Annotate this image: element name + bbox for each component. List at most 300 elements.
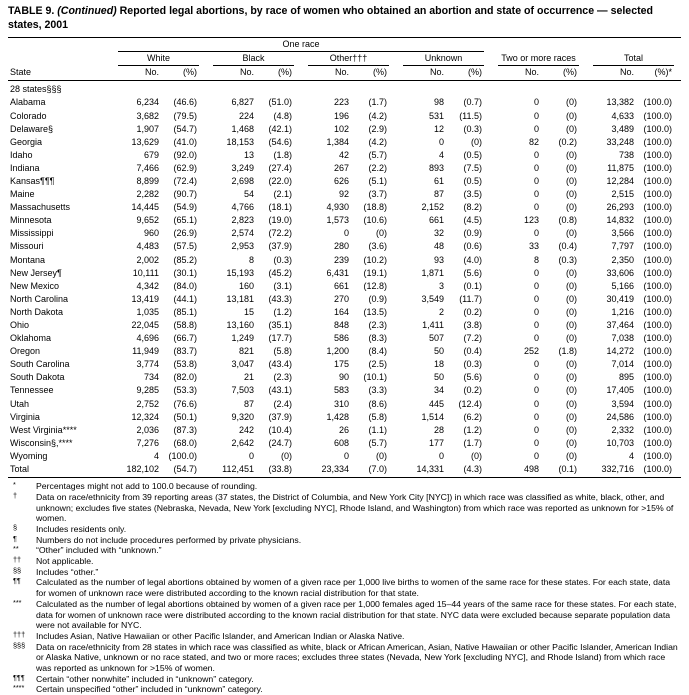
no-cell: 0 xyxy=(534,411,540,422)
no-cell: 10,703 xyxy=(606,437,635,448)
total-row xyxy=(8,463,681,478)
pct-cell: (2.4) xyxy=(273,398,292,409)
pct-cell: (0.7) xyxy=(463,97,483,108)
table-title-continued: (Continued) xyxy=(57,5,117,17)
table-row xyxy=(8,436,681,449)
header-total xyxy=(586,37,681,66)
pct-cell: (0) xyxy=(566,202,578,213)
table-row xyxy=(8,423,681,436)
pct-cell: (100.0) xyxy=(643,333,673,344)
footnote-marker: † xyxy=(13,490,18,500)
footnote-marker: *** xyxy=(13,597,22,607)
table-body xyxy=(8,81,681,478)
pct-cell: (17.7) xyxy=(268,333,292,344)
pct-cell: (2.1) xyxy=(273,189,292,200)
no-cell: 93 xyxy=(433,254,444,265)
table-title-prefix: TABLE 9. xyxy=(8,5,55,17)
header-no: No. xyxy=(206,66,261,81)
pct-cell: (0) xyxy=(566,267,578,278)
no-cell: 0 xyxy=(534,437,540,448)
section-row xyxy=(8,81,681,96)
no-cell: 13,160 xyxy=(226,320,254,330)
no-cell: 821 xyxy=(238,346,254,357)
footnote-marker: **** xyxy=(13,683,25,693)
no-cell: 738 xyxy=(619,149,635,160)
no-cell: 0 xyxy=(438,136,444,147)
no-cell: 42 xyxy=(338,149,349,160)
pct-cell: (76.6) xyxy=(173,398,197,409)
no-cell: 0 xyxy=(534,450,540,461)
table-row xyxy=(8,109,681,122)
pct-cell: (0) xyxy=(376,228,387,239)
no-cell: 3,774 xyxy=(136,359,159,370)
pct-cell: (100.0) xyxy=(643,149,673,160)
footnote-text: Data on race/ethnicity from 28 states in which race was classified as white, black or African American, Asian, Native Hawaiian or other Pacific Islander, American Indian or Alaska Native, unknown or no race stated, and two or more races; excludes three states (Nevada, New York [excluding NYC], and Rhode Island) from which race was reported as unknown for >15% of women. xyxy=(36,641,678,674)
no-cell: 9,285 xyxy=(136,385,159,396)
no-cell: 4,483 xyxy=(136,241,159,252)
table-row xyxy=(8,161,681,174)
header-black-label: Black xyxy=(213,52,294,66)
no-cell: 2,350 xyxy=(611,254,635,265)
pct-cell: (33.8) xyxy=(261,463,301,478)
footnote xyxy=(8,556,681,567)
pct-cell: (0.3) xyxy=(273,254,292,265)
footnote-marker: ¶ xyxy=(13,533,17,543)
header-no: No. xyxy=(586,66,641,81)
no-cell: 2,152 xyxy=(421,202,444,213)
header-pct: (%) xyxy=(451,66,491,81)
no-cell: 28 xyxy=(433,424,444,435)
table-row xyxy=(8,227,681,240)
no-cell: 1,200 xyxy=(326,346,349,357)
pct-cell: (37.9) xyxy=(268,241,292,252)
footnote-marker: ¶¶ xyxy=(13,576,21,586)
no-cell: 608 xyxy=(333,437,349,448)
header-no: No. xyxy=(491,66,546,81)
no-cell: 0 xyxy=(534,398,540,409)
table-row xyxy=(8,266,681,279)
header-two-or-more xyxy=(491,37,586,66)
no-cell: 507 xyxy=(428,333,444,344)
no-cell: 3,566 xyxy=(611,228,635,239)
no-cell: 7,276 xyxy=(136,437,159,448)
pct-cell: (0.2) xyxy=(463,385,483,396)
pct-cell: (0.4) xyxy=(463,346,483,357)
table-row xyxy=(8,319,681,332)
pct-cell: (100.0) xyxy=(643,437,673,448)
no-cell: 50 xyxy=(433,372,444,383)
table-row xyxy=(8,148,681,161)
no-cell: 2,036 xyxy=(136,424,159,435)
table-row xyxy=(8,135,681,148)
state-cell: North Carolina xyxy=(10,293,69,304)
pct-cell: (54.7) xyxy=(166,463,206,478)
state-cell: Delaware§ xyxy=(10,123,54,134)
no-cell: 11,949 xyxy=(132,346,159,357)
pct-cell: (100.0) xyxy=(643,241,673,252)
no-cell: 8 xyxy=(248,254,254,265)
no-cell: 175 xyxy=(333,359,349,370)
pct-cell: (45.2) xyxy=(268,267,292,278)
pct-cell: (11.7) xyxy=(459,293,483,304)
state-cell: West Virginia**** xyxy=(10,424,77,435)
pct-cell: (0) xyxy=(566,280,578,291)
pct-cell: (13.5) xyxy=(363,306,387,317)
pct-cell: (43.1) xyxy=(268,385,292,396)
state-cell: Missouri xyxy=(10,241,44,252)
pct-cell: (68.0) xyxy=(173,437,197,448)
no-cell: 310 xyxy=(333,398,349,409)
pct-cell: (4.0) xyxy=(463,254,483,265)
state-cell: Mississippi xyxy=(10,228,54,239)
no-cell: 87 xyxy=(243,398,254,409)
state-cell: Total xyxy=(8,463,111,478)
pct-cell: (0.8) xyxy=(558,215,578,226)
state-cell: Colorado xyxy=(10,110,47,121)
no-cell: 30,419 xyxy=(606,293,635,304)
no-cell: 2 xyxy=(438,306,444,317)
pct-cell: (5.7) xyxy=(368,437,387,448)
no-cell: 4,930 xyxy=(326,202,349,213)
pct-cell: (3.1) xyxy=(273,280,292,291)
pct-cell: (53.3) xyxy=(173,385,197,396)
no-cell: 4 xyxy=(629,450,635,461)
no-cell: 48 xyxy=(433,241,444,252)
no-cell: 1,384 xyxy=(326,136,349,147)
no-cell: 8 xyxy=(534,254,540,265)
footnote-marker: § xyxy=(13,522,18,532)
no-cell: 626 xyxy=(333,175,349,186)
pct-cell: (54.9) xyxy=(173,202,197,213)
no-cell: 14,832 xyxy=(606,215,635,226)
no-cell: 87 xyxy=(433,189,444,200)
no-cell: 498 xyxy=(491,463,546,478)
header-black xyxy=(206,52,301,66)
no-cell: 242 xyxy=(238,424,254,435)
pct-cell: (5.8) xyxy=(368,411,387,422)
header-unknown-label: Unknown xyxy=(403,52,484,66)
state-cell: Montana xyxy=(10,254,46,265)
pct-cell: (100.0) xyxy=(643,320,673,330)
no-cell: 50 xyxy=(433,346,444,357)
footnote xyxy=(8,642,681,674)
pct-cell: (1.2) xyxy=(463,424,483,435)
no-cell: 14,272 xyxy=(606,346,635,357)
pct-cell: (0) xyxy=(281,450,292,461)
table-row xyxy=(8,253,681,266)
pct-cell: (12.8) xyxy=(363,280,387,291)
no-cell: 1,871 xyxy=(421,267,444,278)
no-cell: 0 xyxy=(534,280,540,291)
pct-cell: (0.9) xyxy=(463,228,483,239)
pct-cell: (54.6) xyxy=(268,136,292,147)
pct-cell: (2.3) xyxy=(273,372,292,383)
pct-cell: (100.0) xyxy=(643,280,673,291)
footnote-text: Includes residents only. xyxy=(36,523,127,534)
table-row xyxy=(8,397,681,410)
no-cell: 9,652 xyxy=(136,215,159,226)
pct-cell: (1.7) xyxy=(463,437,483,448)
table-header xyxy=(8,37,681,81)
no-cell: 13,419 xyxy=(131,293,159,304)
no-cell: 223 xyxy=(333,97,349,108)
header-pct-total: (%)* xyxy=(641,66,681,81)
pct-cell: (0.2) xyxy=(558,136,578,147)
state-cell: South Carolina xyxy=(10,359,70,370)
header-other-label: Other††† xyxy=(308,52,389,66)
header-two-or-more-label: Two or more races xyxy=(498,52,579,66)
no-cell: 5,166 xyxy=(611,280,635,291)
pct-cell: (0.3) xyxy=(463,123,483,134)
header-pct: (%) xyxy=(261,66,301,81)
pct-cell: (84.0) xyxy=(173,280,197,291)
table-title xyxy=(8,5,681,33)
pct-cell: (100.0) xyxy=(643,228,673,239)
no-cell: 4 xyxy=(438,149,444,160)
footnote xyxy=(8,535,681,546)
table-row xyxy=(8,449,681,462)
no-cell: 54 xyxy=(243,189,254,200)
pct-cell: (43.3) xyxy=(268,293,292,304)
no-cell: 7,797 xyxy=(611,241,635,252)
header-white-label: White xyxy=(118,52,199,66)
footnote xyxy=(8,545,681,556)
pct-cell: (100.0) xyxy=(643,162,673,173)
no-cell: 37,464 xyxy=(606,320,635,330)
pct-cell: (100.0) xyxy=(643,385,673,396)
pct-cell: (3.5) xyxy=(463,189,483,200)
state-cell: North Dakota xyxy=(10,306,64,317)
footnote-text: Not applicable. xyxy=(36,556,94,567)
pct-cell: (2.9) xyxy=(368,123,387,134)
pct-cell: (100.0) xyxy=(643,424,673,435)
table-row xyxy=(8,201,681,214)
pct-cell: (5.6) xyxy=(463,267,483,278)
footnote-text: Percentages might not add to 100.0 because of rounding. xyxy=(36,481,258,492)
state-cell: Massachusetts xyxy=(10,202,71,213)
footnote xyxy=(8,567,681,578)
pct-cell: (1.8) xyxy=(558,346,578,357)
pct-cell: (0) xyxy=(376,450,387,461)
no-cell: 661 xyxy=(428,215,444,226)
no-cell: 61 xyxy=(433,175,444,186)
no-cell: 0 xyxy=(534,320,540,330)
no-cell: 679 xyxy=(143,149,159,160)
no-cell: 0 xyxy=(534,97,540,108)
pct-cell: (0) xyxy=(566,228,578,239)
no-cell: 1,573 xyxy=(326,215,349,226)
no-cell: 1,035 xyxy=(136,306,159,317)
pct-cell: (10.1) xyxy=(363,372,387,383)
pct-cell: (11.5) xyxy=(459,110,483,121)
pct-cell: (100.0) xyxy=(643,293,673,304)
state-cell: Oregon xyxy=(10,346,41,357)
pct-cell: (72.4) xyxy=(173,175,197,186)
no-cell: 182,102 xyxy=(111,463,166,478)
pct-cell: (0) xyxy=(471,136,483,147)
pct-cell: (0) xyxy=(566,306,578,317)
no-cell: 33,606 xyxy=(606,267,635,278)
footnote-marker: ** xyxy=(13,544,19,554)
footnote-marker: †† xyxy=(13,555,22,565)
pct-cell: (100.0) xyxy=(643,97,673,108)
pct-cell: (30.1) xyxy=(173,267,197,278)
state-cell: Utah xyxy=(10,398,30,409)
state-cell: New Mexico xyxy=(10,280,60,291)
header-spacer xyxy=(8,37,111,66)
no-cell: 531 xyxy=(428,110,444,121)
no-cell: 252 xyxy=(524,346,540,357)
no-cell: 11,875 xyxy=(607,162,635,173)
state-cell: Alabama xyxy=(10,97,46,108)
table-row xyxy=(8,188,681,201)
pct-cell: (0.4) xyxy=(558,241,578,252)
pct-cell: (100.0) xyxy=(643,123,673,134)
no-cell: 1,468 xyxy=(231,123,254,134)
state-cell: Tennessee xyxy=(10,385,54,396)
pct-cell: (83.7) xyxy=(173,346,197,357)
no-cell: 0 xyxy=(534,110,540,121)
no-cell: 0 xyxy=(534,293,540,304)
footnotes xyxy=(8,481,681,695)
pct-cell: (0) xyxy=(566,372,578,383)
pct-cell: (2.3) xyxy=(368,320,387,330)
footnote xyxy=(8,577,681,598)
no-cell: 0 xyxy=(534,333,540,344)
no-cell: 112,451 xyxy=(206,463,261,478)
no-cell: 0 xyxy=(534,306,540,317)
table-row xyxy=(8,174,681,187)
footnote xyxy=(8,524,681,535)
no-cell: 2,002 xyxy=(136,254,159,265)
state-cell: Indiana xyxy=(10,162,40,173)
pct-cell: (53.8) xyxy=(173,359,197,370)
pct-cell: (26.9) xyxy=(173,228,197,239)
no-cell: 98 xyxy=(433,97,444,108)
no-cell: 92 xyxy=(338,189,349,200)
pct-cell: (90.7) xyxy=(173,189,197,200)
no-cell: 0 xyxy=(534,372,540,383)
footnote-text: Numbers do not include procedures performed by private physicians. xyxy=(36,534,302,545)
pct-cell: (5.1) xyxy=(368,175,387,186)
header-other xyxy=(301,52,396,66)
pct-cell: (0) xyxy=(566,398,578,409)
no-cell: 2,282 xyxy=(136,189,159,200)
pct-cell: (58.8) xyxy=(173,320,197,330)
no-cell: 6,431 xyxy=(326,267,349,278)
no-cell: 0 xyxy=(534,123,540,134)
no-cell: 960 xyxy=(143,228,159,239)
pct-cell: (0) xyxy=(566,97,578,108)
table-row xyxy=(8,410,681,423)
no-cell: 583 xyxy=(333,385,349,396)
pct-cell: (2.2) xyxy=(368,162,387,173)
header-state: State xyxy=(8,66,111,81)
pct-cell: (57.5) xyxy=(173,241,197,252)
no-cell: 2,515 xyxy=(611,189,635,200)
pct-cell: (0.1) xyxy=(463,280,483,291)
pct-cell: (66.7) xyxy=(173,333,197,344)
pct-cell: (62.9) xyxy=(173,162,197,173)
pct-cell: (0.6) xyxy=(463,241,483,252)
pct-cell: (37.9) xyxy=(268,411,292,422)
no-cell: 32 xyxy=(433,228,444,239)
footnote-marker: * xyxy=(13,480,16,490)
header-row-cols xyxy=(8,66,681,81)
pct-cell: (0) xyxy=(566,293,578,304)
no-cell: 13,181 xyxy=(226,293,254,304)
pct-cell: (100.0) xyxy=(643,175,673,186)
footnote-marker: ¶¶¶ xyxy=(13,672,25,682)
no-cell: 15,193 xyxy=(226,267,254,278)
pct-cell: (0.1) xyxy=(546,463,586,478)
pct-cell: (1.8) xyxy=(273,149,292,160)
pct-cell: (4.3) xyxy=(451,463,491,478)
no-cell: 586 xyxy=(333,333,349,344)
no-cell: 18,153 xyxy=(226,136,254,147)
no-cell: 0 xyxy=(534,359,540,370)
pct-cell: (100.0) xyxy=(643,450,673,461)
no-cell: 3,047 xyxy=(231,359,254,370)
header-no: No. xyxy=(301,66,356,81)
footnote-text: Includes “other.” xyxy=(36,566,99,577)
pct-cell: (27.4) xyxy=(268,162,292,173)
no-cell: 14,331 xyxy=(396,463,451,478)
no-cell: 4,766 xyxy=(231,202,254,213)
no-cell: 224 xyxy=(238,110,254,121)
no-cell: 1,514 xyxy=(421,411,444,422)
state-cell: Oklahoma xyxy=(10,333,52,344)
no-cell: 239 xyxy=(333,254,349,265)
no-cell: 12,324 xyxy=(131,411,159,422)
no-cell: 82 xyxy=(529,136,540,147)
no-cell: 0 xyxy=(438,450,444,461)
state-cell: Idaho xyxy=(10,149,33,160)
pct-cell: (100.0) xyxy=(643,189,673,200)
table-row xyxy=(8,371,681,384)
no-cell: 734 xyxy=(143,372,159,383)
table-row xyxy=(8,122,681,135)
section-label: 28 states§§§ xyxy=(10,84,62,95)
pct-cell: (10.6) xyxy=(363,215,387,226)
no-cell: 0 xyxy=(534,149,540,160)
no-cell: 0 xyxy=(534,267,540,278)
table-row xyxy=(8,214,681,227)
pct-cell: (100.0) xyxy=(643,372,673,383)
pct-cell: (6.2) xyxy=(463,411,483,422)
no-cell: 280 xyxy=(333,241,349,252)
pct-cell: (0) xyxy=(566,123,578,134)
no-cell: 2,752 xyxy=(136,398,159,409)
footnote-text: Calculated as the number of legal abortions obtained by women of a given race per 1,000 live births to women of the same race for these states. For each state, data for women of unknown race were distributed according to the known racial distribution for that state. xyxy=(36,577,671,599)
table-row xyxy=(8,358,681,371)
no-cell: 445 xyxy=(428,398,444,409)
pct-cell: (1.2) xyxy=(273,306,292,317)
pct-cell: (10.2) xyxy=(363,254,387,265)
no-cell: 14,445 xyxy=(131,202,159,213)
state-cell: South Dakota xyxy=(10,372,65,383)
no-cell: 893 xyxy=(428,162,444,173)
pct-cell: (100.0) xyxy=(643,346,673,357)
pct-cell: (85.2) xyxy=(173,254,197,265)
no-cell: 17,405 xyxy=(606,385,635,396)
state-cell: Wisconsin§,**** xyxy=(10,437,73,448)
footnote-marker: §§ xyxy=(13,565,22,575)
footnote-text: Certain “other nonwhite” included in “unknown” category. xyxy=(36,673,254,684)
no-cell: 3 xyxy=(438,280,444,291)
pct-cell: (19.0) xyxy=(268,215,292,226)
no-cell: 12,284 xyxy=(606,175,635,186)
